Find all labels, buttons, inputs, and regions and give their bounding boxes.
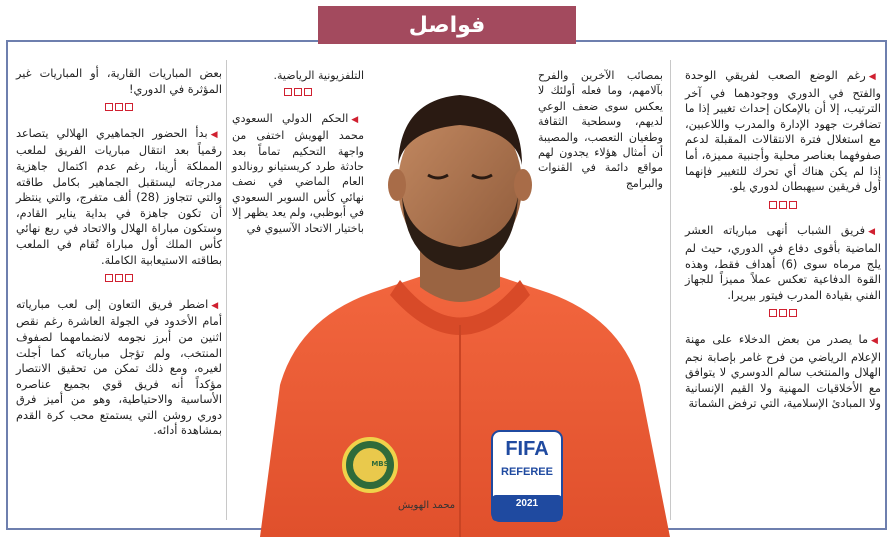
separator: [232, 86, 364, 101]
arrow-icon: ◀: [210, 129, 222, 140]
separator: [685, 199, 881, 215]
arrow-icon: ◀: [868, 227, 881, 238]
left-item-1: ◀بدأ الحضور الجماهيري الهلالي يتصاعد رقمياً بعد انتقال مباريات الفريق لملعب المملكة أرينا، رغم عدم اكتمال جاهزية مدرجاته ليستقبل الجماهير بكامل طاقته والتي تتجاوز (28) ألف متفرج، والتي ينتظر أن تكون جاهزة في بداية يناير القادم، وستكون مباراة الهلال والاتحاد في ربع نهائي كأس الملك أول مباراة تُقام في الملعب بطاقته الاستيعابية الكاملة.: [16, 126, 223, 267]
referee-badge-label: REFEREE: [501, 466, 553, 478]
badge-year-label: 2021: [515, 498, 539, 509]
fifa-badge-label: FIFA: [505, 438, 549, 460]
middle-left-column: [232, 68, 364, 236]
left-top-text: بعض المباريات القارية، أو المباريات غير المؤثرة في الدوري!: [16, 67, 222, 96]
right-item-3: ◀ما يصدر من بعض الدخلاء على مهنة الإعلام الرياضي من فرح غامر بإصابة نجم الهلال والمنتخب سالم الدوسري لا يتوافق مع الأخلاقيات المهنية ولا القيم الإنسانية ولا المبادئ الإسلامية، التي ترفض الشماتة: [685, 332, 882, 411]
middle-left-top-text: التلفزيونية الرياضية.: [273, 69, 364, 82]
separator: [685, 307, 881, 323]
photo-caption: محمد الهويش: [398, 500, 456, 511]
middle-left-item: ◀الحكم الدولي السعودي محمد الهويش اختفى من واجهة التحكيم تماماً بعد حادثة طرد كريستيانو رونالدو العام الماضي في نصف نهائي كأس السوبر السعودي في أبوظبي، ولم يعد يظهر إلا باختيار الاتحاد الآسيوي في: [232, 111, 364, 235]
arrow-icon: ◀: [351, 114, 364, 125]
column-divider: [226, 60, 227, 520]
section-title: فواصل: [408, 12, 486, 38]
separator: [16, 272, 222, 288]
arrow-icon: ◀: [871, 335, 882, 346]
arrow-icon: ◀: [868, 72, 882, 82]
right-column: [685, 68, 881, 416]
column-divider: [670, 60, 671, 520]
section-title-box: [318, 6, 576, 44]
middle-right-text: بمصائب الآخرين والفرح بآلامهم، وما فعله أولئك لا يعكس سوى ضعف الوعي لديهم، وسطحية الثقافة وطغيان التعصب، والمصيبة أن أمثال هؤلاء يجدون لهم مواقع دائمة في القنوات والبرامج: [538, 69, 663, 190]
mbs-badge-label: MBS: [371, 460, 389, 468]
right-item-1: ◀رغم الوضع الصعب لفريقي الوحدة والفتح في الدوري ووجودهما في آخر الترتيب، إلا أن بالإمكان إحداث تغيير إذا ما تضافرت جهود الإدارة والمدرب واللاعبين، مع استغلال فترة الانتقالات المقبلة لدعم صفوفهما بعناصر محلية وأجنبية مميزة، أما إذا لم يكن هناك أي تحرك للتغيير فإنهما أول فريقين سيهبطان لدوري يلو.: [685, 69, 882, 194]
right-item-2: ◀فريق الشباب أنهى مبارياته العشر الماضية بأقوى دفاع في الدوري، حيث لم يلج مرماه سوى (6) أهداف فقط، وهذه القوة الدفاعية تعكس عملاً مميزاً للجهاز الفني بقيادة المدرب فيتور بيريرا.: [685, 224, 881, 302]
left-column: [16, 66, 222, 443]
middle-right-column: [538, 68, 663, 191]
left-item-2: ◀اضطر فريق التعاون إلى لعب مبارياته أمام الأخدود في الجولة العاشرة رغم نقص اثنين من أبرز نجومه لانضمامهما لصفوف المنتخب، ولم تؤجل مبارياته كما أجلت لغيره، ومع ذلك تمكن من تحقيق الانتصار مؤكداً أنه فريق قوي بجميع عناصره الأساسية والاحتياطية، وهو من أميز فرق دوري روشن التي يستمتع محب كرة القدم بمشاهدة أدائه.: [16, 297, 222, 438]
arrow-icon: ◀: [211, 300, 222, 311]
separator: [16, 101, 222, 117]
